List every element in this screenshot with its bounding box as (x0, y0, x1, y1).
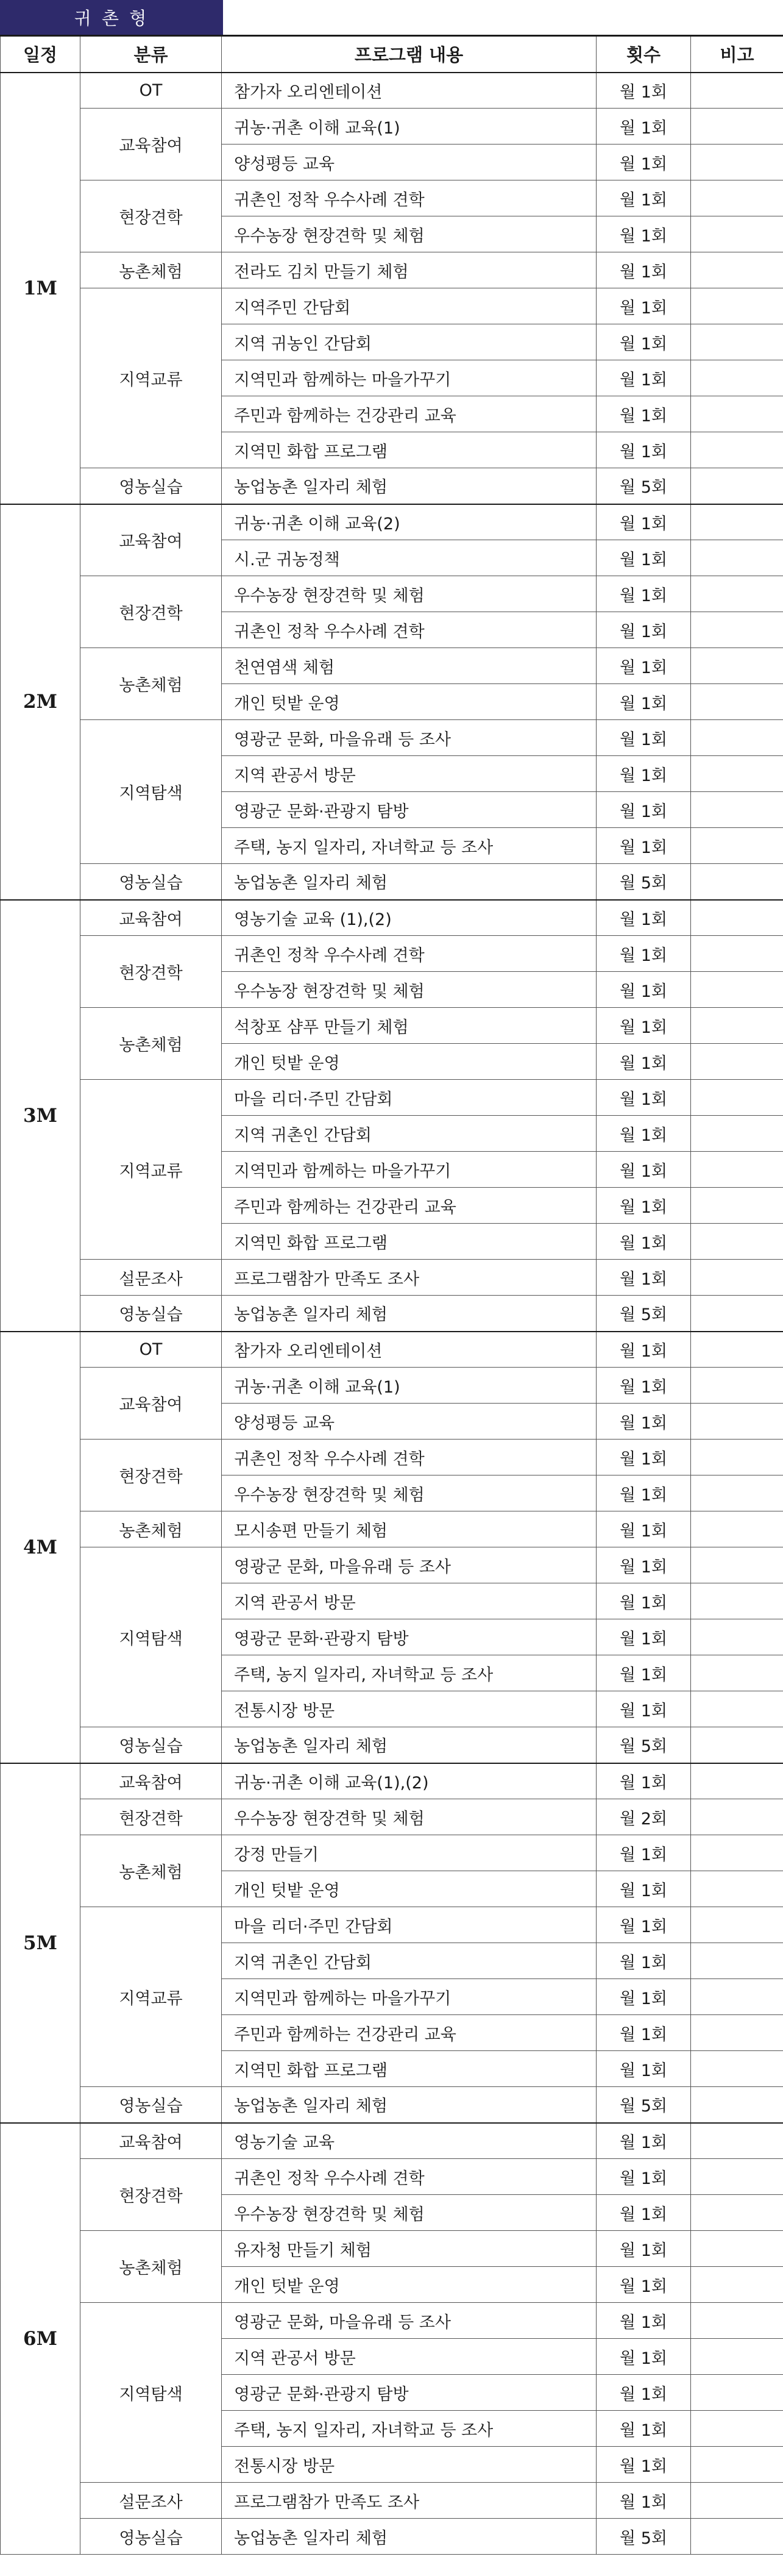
count-cell: 월 1회 (597, 1583, 691, 1619)
count-cell: 월 1회 (597, 1404, 691, 1440)
note-cell (691, 2123, 783, 2159)
count-cell: 월 1회 (597, 612, 691, 648)
note-cell (691, 612, 783, 648)
program-schedule-table (0, 35, 783, 2555)
program-cell: 지역민 화합 프로그램 (222, 2051, 597, 2087)
count-cell: 월 1회 (597, 109, 691, 144)
category-cell: 지역탐색 (80, 1547, 222, 1727)
note-cell (691, 1260, 783, 1296)
count-cell: 월 1회 (597, 144, 691, 180)
program-cell: 지역 관공서 방문 (222, 1583, 597, 1619)
header-program: 프로그램 내용 (222, 36, 597, 73)
note-cell (691, 864, 783, 900)
count-cell: 월 1회 (597, 1655, 691, 1691)
count-cell: 월 1회 (597, 1440, 691, 1475)
program-cell: 지역민 화합 프로그램 (222, 432, 597, 468)
program-cell: 귀촌인 정착 우수사례 견학 (222, 612, 597, 648)
category-cell: 교육참여 (80, 2123, 222, 2159)
count-cell: 월 1회 (597, 972, 691, 1008)
category-cell: 영농실습 (80, 2087, 222, 2123)
program-cell: 양성평등 교육 (222, 144, 597, 180)
note-cell (691, 2411, 783, 2447)
program-cell: 지역민과 함께하는 마을가꾸기 (222, 1152, 597, 1188)
program-cell: 전통시장 방문 (222, 1691, 597, 1727)
note-cell (691, 540, 783, 576)
table-row (1, 864, 783, 900)
program-cell: 지역 귀촌인 간담회 (222, 1943, 597, 1979)
count-cell: 월 1회 (597, 648, 691, 684)
note-cell (691, 756, 783, 792)
count-cell: 월 5회 (597, 2087, 691, 2123)
table-row (1, 1260, 783, 1296)
note-cell (691, 1368, 783, 1404)
program-cell: 모시송편 만들기 체험 (222, 1511, 597, 1547)
table-row (1, 2303, 783, 2339)
category-cell: 교육참여 (80, 1368, 222, 1440)
program-cell: 시.군 귀농정책 (222, 540, 597, 576)
program-cell: 지역민과 함께하는 마을가꾸기 (222, 360, 597, 396)
count-cell: 월 1회 (597, 1907, 691, 1943)
count-cell: 월 1회 (597, 396, 691, 432)
count-cell: 월 1회 (597, 720, 691, 756)
program-cell: 영광군 문화·관광지 탐방 (222, 792, 597, 828)
program-cell: 주민과 함께하는 건강관리 교육 (222, 2015, 597, 2051)
note-cell (691, 1404, 783, 1440)
table-row (1, 1080, 783, 1116)
note-cell (691, 2231, 783, 2267)
note-cell (691, 360, 783, 396)
table-row (1, 468, 783, 504)
count-cell: 월 1회 (597, 792, 691, 828)
note-cell (691, 1655, 783, 1691)
table-row (1, 504, 783, 540)
count-cell: 월 1회 (597, 2123, 691, 2159)
program-cell: 우수농장 현장견학 및 체험 (222, 576, 597, 612)
count-cell: 월 1회 (597, 1943, 691, 1979)
note-cell (691, 1511, 783, 1547)
program-cell: 농업농촌 일자리 체험 (222, 1727, 597, 1763)
program-cell: 영광군 문화, 마을유래 등 조사 (222, 1547, 597, 1583)
schedule-month-cell: 6M (1, 2123, 80, 2555)
note-cell (691, 2195, 783, 2231)
count-cell: 월 1회 (597, 360, 691, 396)
count-cell: 월 1회 (597, 1152, 691, 1188)
count-cell: 월 1회 (597, 2051, 691, 2087)
note-cell (691, 1979, 783, 2015)
header-note: 비고 (691, 36, 783, 73)
category-cell: 교육참여 (80, 504, 222, 576)
note-cell (691, 1619, 783, 1655)
note-cell (691, 2159, 783, 2195)
note-cell (691, 2303, 783, 2339)
note-cell (691, 1691, 783, 1727)
program-cell: 우수농장 현장견학 및 체험 (222, 2195, 597, 2231)
table-row (1, 1835, 783, 1871)
table-row (1, 2159, 783, 2195)
count-cell: 월 1회 (597, 1188, 691, 1224)
count-cell: 월 5회 (597, 1296, 691, 1332)
count-cell: 월 1회 (597, 504, 691, 540)
count-cell: 월 1회 (597, 1763, 691, 1799)
count-cell: 월 5회 (597, 468, 691, 504)
note-cell (691, 1296, 783, 1332)
program-cell: 개인 텃밭 운영 (222, 684, 597, 720)
note-cell (691, 216, 783, 252)
category-cell: 영농실습 (80, 1727, 222, 1763)
table-row (1, 2231, 783, 2267)
schedule-month-cell: 2M (1, 504, 80, 900)
header-category: 분류 (80, 36, 222, 73)
note-cell (691, 1583, 783, 1619)
category-cell: 지역탐색 (80, 720, 222, 864)
category-cell: 영농실습 (80, 468, 222, 504)
note-cell (691, 1080, 783, 1116)
note-cell (691, 2339, 783, 2375)
program-cell: 지역 귀농인 간담회 (222, 324, 597, 360)
category-cell: 현장견학 (80, 936, 222, 1008)
note-cell (691, 1008, 783, 1044)
table-row (1, 1547, 783, 1583)
note-cell (691, 2447, 783, 2483)
category-cell: 설문조사 (80, 2483, 222, 2519)
note-cell (691, 1440, 783, 1475)
count-cell: 월 1회 (597, 1871, 691, 1907)
program-cell: 영농기술 교육 (1),(2) (222, 900, 597, 936)
count-cell: 월 1회 (597, 1511, 691, 1547)
program-cell: 마을 리더·주민 간담회 (222, 1907, 597, 1943)
count-cell: 월 1회 (597, 432, 691, 468)
table-row (1, 720, 783, 756)
program-cell: 강정 만들기 (222, 1835, 597, 1871)
note-cell (691, 684, 783, 720)
note-cell (691, 1547, 783, 1583)
note-cell (691, 252, 783, 288)
program-cell: 지역 관공서 방문 (222, 756, 597, 792)
program-cell: 농업농촌 일자리 체험 (222, 1296, 597, 1332)
note-cell (691, 1044, 783, 1080)
program-cell: 영농기술 교육 (222, 2123, 597, 2159)
note-cell (691, 792, 783, 828)
table-row (1, 1368, 783, 1404)
count-cell: 월 1회 (597, 1332, 691, 1368)
table-row (1, 1008, 783, 1044)
count-cell: 월 1회 (597, 1368, 691, 1404)
note-cell (691, 432, 783, 468)
category-cell: 영농실습 (80, 1296, 222, 1332)
note-cell (691, 73, 783, 109)
category-cell: 현장견학 (80, 2159, 222, 2231)
table-row (1, 2519, 783, 2555)
schedule-month-cell: 4M (1, 1332, 80, 1763)
category-cell: 설문조사 (80, 1260, 222, 1296)
header-count: 횟수 (597, 36, 691, 73)
program-cell: 지역 관공서 방문 (222, 2339, 597, 2375)
category-cell: 지역교류 (80, 288, 222, 468)
table-row (1, 2483, 783, 2519)
count-cell: 월 1회 (597, 1475, 691, 1511)
note-cell (691, 109, 783, 144)
note-cell (691, 1224, 783, 1260)
table-title-tab: 귀 촌 형 (0, 0, 223, 35)
category-cell: 현장견학 (80, 576, 222, 648)
note-cell (691, 828, 783, 864)
table-row (1, 1511, 783, 1547)
count-cell: 월 1회 (597, 1979, 691, 2015)
note-cell (691, 1763, 783, 1799)
program-cell: 귀농·귀촌 이해 교육(1) (222, 109, 597, 144)
program-cell: 우수농장 현장견학 및 체험 (222, 972, 597, 1008)
category-cell: 농촌체험 (80, 252, 222, 288)
note-cell (691, 504, 783, 540)
program-cell: 농업농촌 일자리 체험 (222, 864, 597, 900)
count-cell: 월 1회 (597, 1691, 691, 1727)
program-cell: 참가자 오리엔테이션 (222, 1332, 597, 1368)
category-cell: 지역탐색 (80, 2303, 222, 2483)
table-row (1, 73, 783, 109)
note-cell (691, 720, 783, 756)
count-cell: 월 1회 (597, 2411, 691, 2447)
table-row (1, 576, 783, 612)
note-cell (691, 648, 783, 684)
note-cell (691, 1871, 783, 1907)
program-cell: 영광군 문화, 마을유래 등 조사 (222, 2303, 597, 2339)
category-cell: 농촌체험 (80, 1511, 222, 1547)
count-cell: 월 1회 (597, 2195, 691, 2231)
count-cell: 월 1회 (597, 1547, 691, 1583)
category-cell: OT (80, 1332, 222, 1368)
note-cell (691, 2267, 783, 2303)
program-cell: 영광군 문화, 마을유래 등 조사 (222, 720, 597, 756)
program-cell: 주택, 농지 일자리, 자녀학교 등 조사 (222, 2411, 597, 2447)
count-cell: 월 1회 (597, 1260, 691, 1296)
count-cell: 월 1회 (597, 1619, 691, 1655)
note-cell (691, 972, 783, 1008)
table-row (1, 900, 783, 936)
program-cell: 개인 텃밭 운영 (222, 1044, 597, 1080)
schedule-month-cell: 5M (1, 1763, 80, 2123)
note-cell (691, 936, 783, 972)
note-cell (691, 2519, 783, 2555)
count-cell: 월 1회 (597, 1080, 691, 1116)
program-cell: 우수농장 현장견학 및 체험 (222, 1475, 597, 1511)
program-cell: 주민과 함께하는 건강관리 교육 (222, 1188, 597, 1224)
count-cell: 월 1회 (597, 1008, 691, 1044)
count-cell: 월 1회 (597, 288, 691, 324)
count-cell: 월 5회 (597, 2519, 691, 2555)
program-cell: 영광군 문화·관광지 탐방 (222, 2375, 597, 2411)
table-row (1, 648, 783, 684)
program-cell: 전라도 김치 만들기 체험 (222, 252, 597, 288)
note-cell (691, 2087, 783, 2123)
table-row (1, 109, 783, 144)
program-cell: 귀촌인 정착 우수사례 견학 (222, 1440, 597, 1475)
table-row (1, 1296, 783, 1332)
table-row (1, 1440, 783, 1475)
note-cell (691, 1835, 783, 1871)
program-cell: 개인 텃밭 운영 (222, 1871, 597, 1907)
note-cell (691, 1116, 783, 1152)
program-cell: 영광군 문화·관광지 탐방 (222, 1619, 597, 1655)
note-cell (691, 2051, 783, 2087)
note-cell (691, 1727, 783, 1763)
table-row (1, 1332, 783, 1368)
table-row (1, 936, 783, 972)
note-cell (691, 396, 783, 432)
count-cell: 월 5회 (597, 1727, 691, 1763)
category-cell: 농촌체험 (80, 1008, 222, 1080)
program-cell: 천연염색 체험 (222, 648, 597, 684)
count-cell: 월 1회 (597, 252, 691, 288)
note-cell (691, 144, 783, 180)
program-cell: 마을 리더·주민 간담회 (222, 1080, 597, 1116)
program-cell: 우수농장 현장견학 및 체험 (222, 1799, 597, 1835)
program-cell: 농업농촌 일자리 체험 (222, 468, 597, 504)
header-schedule: 일정 (1, 36, 80, 73)
program-cell: 귀촌인 정착 우수사례 견학 (222, 936, 597, 972)
note-cell (691, 1799, 783, 1835)
note-cell (691, 2375, 783, 2411)
program-cell: 지역민 화합 프로그램 (222, 1224, 597, 1260)
header-row (1, 36, 783, 73)
program-cell: 양성평등 교육 (222, 1404, 597, 1440)
category-cell: 지역교류 (80, 1080, 222, 1260)
count-cell: 월 5회 (597, 864, 691, 900)
count-cell: 월 1회 (597, 2375, 691, 2411)
table-row (1, 2123, 783, 2159)
count-cell: 월 1회 (597, 324, 691, 360)
program-cell: 농업농촌 일자리 체험 (222, 2519, 597, 2555)
count-cell: 월 1회 (597, 576, 691, 612)
category-cell: 교육참여 (80, 900, 222, 936)
note-cell (691, 324, 783, 360)
program-cell: 개인 텃밭 운영 (222, 2267, 597, 2303)
table-row (1, 252, 783, 288)
program-cell: 귀농·귀촌 이해 교육(2) (222, 504, 597, 540)
table-row (1, 288, 783, 324)
count-cell: 월 1회 (597, 180, 691, 216)
category-cell: 영농실습 (80, 2519, 222, 2555)
table-row (1, 1799, 783, 1835)
count-cell: 월 2회 (597, 1799, 691, 1835)
program-cell: 유자청 만들기 체험 (222, 2231, 597, 2267)
note-cell (691, 180, 783, 216)
note-cell (691, 1475, 783, 1511)
note-cell (691, 1943, 783, 1979)
program-cell: 참가자 오리엔테이션 (222, 73, 597, 109)
note-cell (691, 900, 783, 936)
table-row (1, 1727, 783, 1763)
note-cell (691, 468, 783, 504)
category-cell: 농촌체험 (80, 1835, 222, 1907)
count-cell: 월 1회 (597, 2483, 691, 2519)
program-cell: 귀촌인 정착 우수사례 견학 (222, 2159, 597, 2195)
program-cell: 지역주민 간담회 (222, 288, 597, 324)
count-cell: 월 1회 (597, 540, 691, 576)
count-cell: 월 1회 (597, 2447, 691, 2483)
program-cell: 우수농장 현장견학 및 체험 (222, 216, 597, 252)
program-cell: 주택, 농지 일자리, 자녀학교 등 조사 (222, 1655, 597, 1691)
count-cell: 월 1회 (597, 216, 691, 252)
program-cell: 귀촌인 정착 우수사례 견학 (222, 180, 597, 216)
program-cell: 지역민과 함께하는 마을가꾸기 (222, 1979, 597, 2015)
note-cell (691, 1152, 783, 1188)
count-cell: 월 1회 (597, 756, 691, 792)
note-cell (691, 1907, 783, 1943)
schedule-month-cell: 3M (1, 900, 80, 1332)
count-cell: 월 1회 (597, 2015, 691, 2051)
count-cell: 월 1회 (597, 1835, 691, 1871)
program-cell: 농업농촌 일자리 체험 (222, 2087, 597, 2123)
note-cell (691, 1188, 783, 1224)
program-cell: 프로그램참가 만족도 조사 (222, 1260, 597, 1296)
count-cell: 월 1회 (597, 936, 691, 972)
category-cell: 농촌체험 (80, 648, 222, 720)
count-cell: 월 1회 (597, 900, 691, 936)
count-cell: 월 1회 (597, 828, 691, 864)
note-cell (691, 288, 783, 324)
program-cell: 주택, 농지 일자리, 자녀학교 등 조사 (222, 828, 597, 864)
program-cell: 석창포 샴푸 만들기 체험 (222, 1008, 597, 1044)
category-cell: 교육참여 (80, 1763, 222, 1799)
category-cell: 현장견학 (80, 1440, 222, 1511)
category-cell: 현장견학 (80, 1799, 222, 1835)
category-cell: 농촌체험 (80, 2231, 222, 2303)
category-cell: 지역교류 (80, 1907, 222, 2087)
program-cell: 프로그램참가 만족도 조사 (222, 2483, 597, 2519)
program-cell: 주민과 함께하는 건강관리 교육 (222, 396, 597, 432)
count-cell: 월 1회 (597, 1044, 691, 1080)
table-row (1, 1907, 783, 1943)
count-cell: 월 1회 (597, 2159, 691, 2195)
program-cell: 귀농·귀촌 이해 교육(1),(2) (222, 1763, 597, 1799)
note-cell (691, 2015, 783, 2051)
program-cell: 지역 귀촌인 간담회 (222, 1116, 597, 1152)
table-row (1, 2087, 783, 2123)
count-cell: 월 1회 (597, 73, 691, 109)
program-cell: 귀농·귀촌 이해 교육(1) (222, 1368, 597, 1404)
table-row (1, 1763, 783, 1799)
category-cell: 교육참여 (80, 109, 222, 180)
count-cell: 월 1회 (597, 1224, 691, 1260)
program-cell: 전통시장 방문 (222, 2447, 597, 2483)
schedule-body (1, 73, 783, 2555)
count-cell: 월 1회 (597, 2339, 691, 2375)
count-cell: 월 1회 (597, 2303, 691, 2339)
schedule-month-cell: 1M (1, 73, 80, 504)
note-cell (691, 1332, 783, 1368)
note-cell (691, 576, 783, 612)
category-cell: OT (80, 73, 222, 109)
category-cell: 영농실습 (80, 864, 222, 900)
count-cell: 월 1회 (597, 684, 691, 720)
count-cell: 월 1회 (597, 2231, 691, 2267)
note-cell (691, 2483, 783, 2519)
count-cell: 월 1회 (597, 1116, 691, 1152)
category-cell: 현장견학 (80, 180, 222, 252)
count-cell: 월 1회 (597, 2267, 691, 2303)
table-row (1, 180, 783, 216)
